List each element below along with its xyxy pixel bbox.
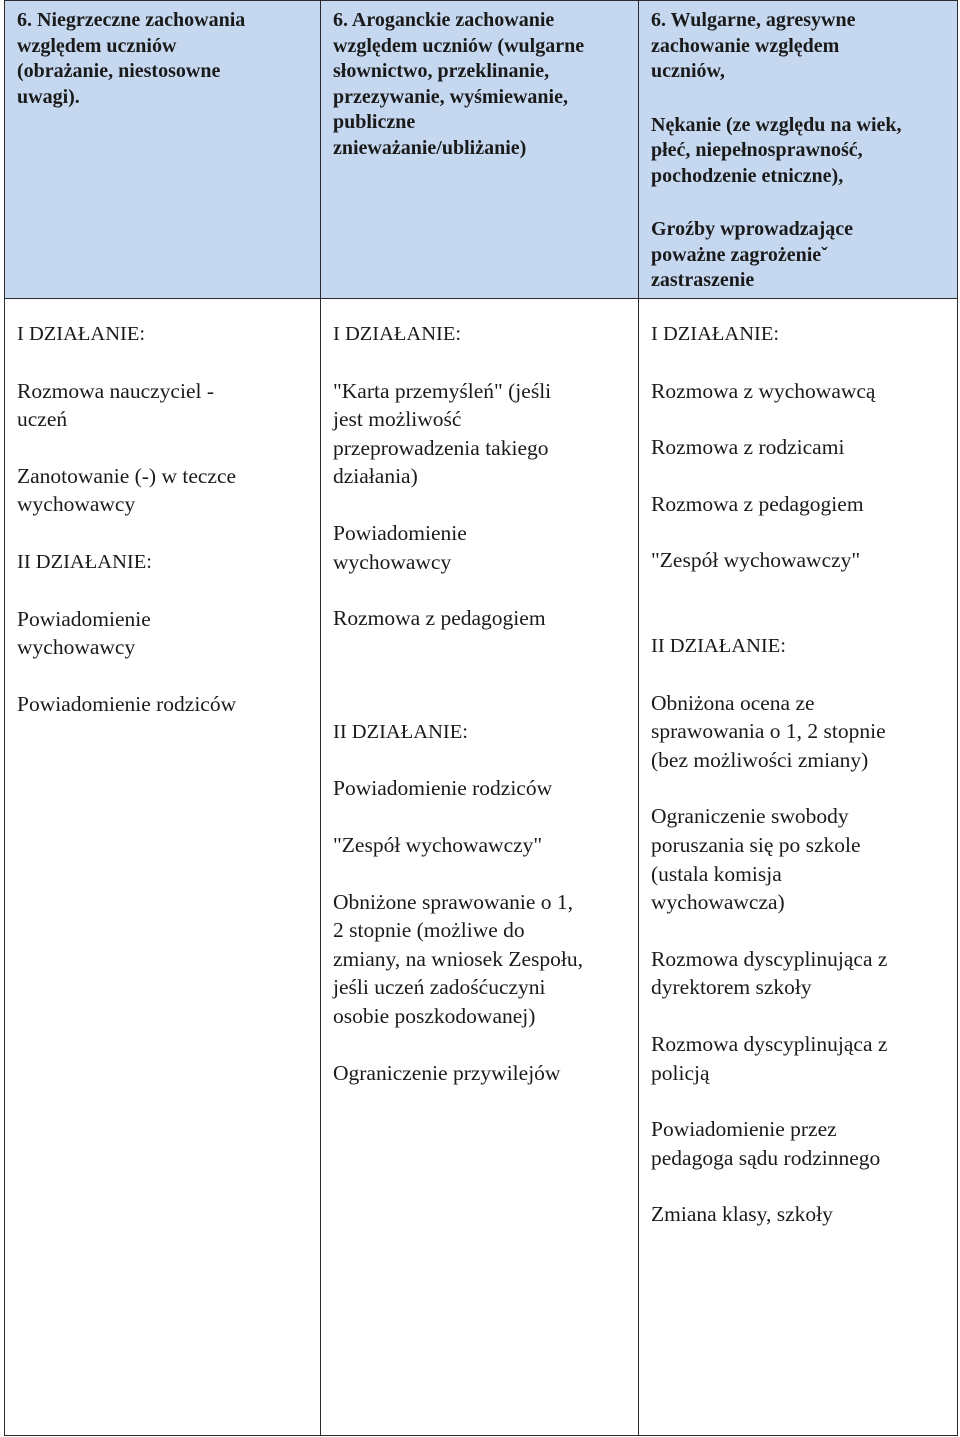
col3-step2-heading: II DZIAŁANIE:	[651, 634, 786, 657]
col3-step1-item: "Zespół wychowawczy"	[651, 548, 861, 573]
col2-step2-item: Ograniczenie przywilejów	[333, 1060, 561, 1085]
col1-step2-item: Powiadomienie wychowawcy	[17, 606, 151, 660]
header-col2-text: 6. Aroganckie zachowanie względem uczniów (wulgarne słownictwo, przeklinanie, przezywanie, wyśmiewanie, publiczne znieważanie/ubliżanie)	[333, 9, 585, 159]
col3-step2-item: Obniżona ocena ze sprawowania o 1, 2 stopnie (bez możliwości zmiany)	[651, 690, 886, 772]
header-col3-title: 6. Wulgarne, agresywne zachowanie względem uczniów,	[651, 9, 856, 82]
header-cell-col1	[5, 1, 321, 299]
actions-cell-col2	[321, 299, 639, 1436]
actions-cell-col3	[639, 299, 958, 1436]
actions-row	[5, 299, 958, 1436]
col3-step2-item: Rozmowa dyscyplinująca z dyrektorem szkoły	[651, 946, 888, 1000]
col2-step1-heading: I DZIAŁANIE:	[333, 323, 462, 345]
col2-step1-item: Rozmowa z pedagogiem	[333, 606, 546, 631]
col1-step1-item: Zanotowanie (-) w teczce wychowawcy	[17, 463, 237, 517]
procedures-table	[4, 0, 958, 1436]
col3-step1-item: Rozmowa z pedagogiem	[651, 491, 864, 516]
col2-step2-item: Obniżone sprawowanie o 1, 2 stopnie (możliwe do zmiany, na wniosek Zespołu, jeśli uczeń zadośćuczyni osobie poszkodowanej)	[333, 889, 583, 1028]
col3-step2-item: Ograniczenie swobody poruszania się po szkole (ustala komisja wychowawcza)	[651, 804, 861, 915]
col1-step2-heading: II DZIAŁANIE:	[17, 550, 152, 573]
col1-step1-heading: I DZIAŁANIE:	[17, 323, 146, 345]
header-col1-text: 6. Niegrzeczne zachowania względem uczniów (obrażanie, niestosowne uwagi).	[17, 9, 246, 108]
col2-step2-item: "Zespół wychowawczy"	[333, 832, 543, 857]
header-col3-threats: Groźby wprowadzające poważne zagrożenieˇ zastraszenie	[651, 218, 854, 291]
header-cell-col3	[639, 1, 958, 299]
actions-cell-col1	[5, 299, 321, 1436]
header-cell-col2	[321, 1, 639, 299]
col2-step1-item: Powiadomienie wychowawcy	[333, 520, 467, 574]
col3-step2-item: Powiadomienie przez pedagoga sądu rodzinnego	[651, 1117, 881, 1170]
col2-step2-item: Powiadomienie rodziców	[333, 776, 553, 801]
col1-step2-item: Powiadomienie rodziców	[17, 691, 237, 716]
col2-step2-heading: II DZIAŁANIE:	[333, 720, 468, 743]
header-row	[5, 1, 958, 299]
col2-step1-item: "Karta przemyśleń" (jeśli jest możliwość przeprowadzenia takiego działania)	[333, 378, 552, 489]
col3-step1-item: Rozmowa z rodzicami	[651, 435, 845, 460]
col3-step2-item: Rozmowa dyscyplinująca z policją	[651, 1031, 888, 1085]
col3-step2-item: Zmiana klasy, szkoły	[651, 1202, 833, 1227]
col3-step1-item: Rozmowa z wychowawcą	[651, 378, 876, 403]
col3-step1-heading: I DZIAŁANIE:	[651, 323, 780, 345]
header-col3-harassment: Nękanie (ze względu na wiek, płeć, niepełnosprawność, pochodzenie etniczne),	[651, 113, 902, 187]
col1-step1-item: Rozmowa nauczyciel - uczeń	[17, 378, 214, 432]
